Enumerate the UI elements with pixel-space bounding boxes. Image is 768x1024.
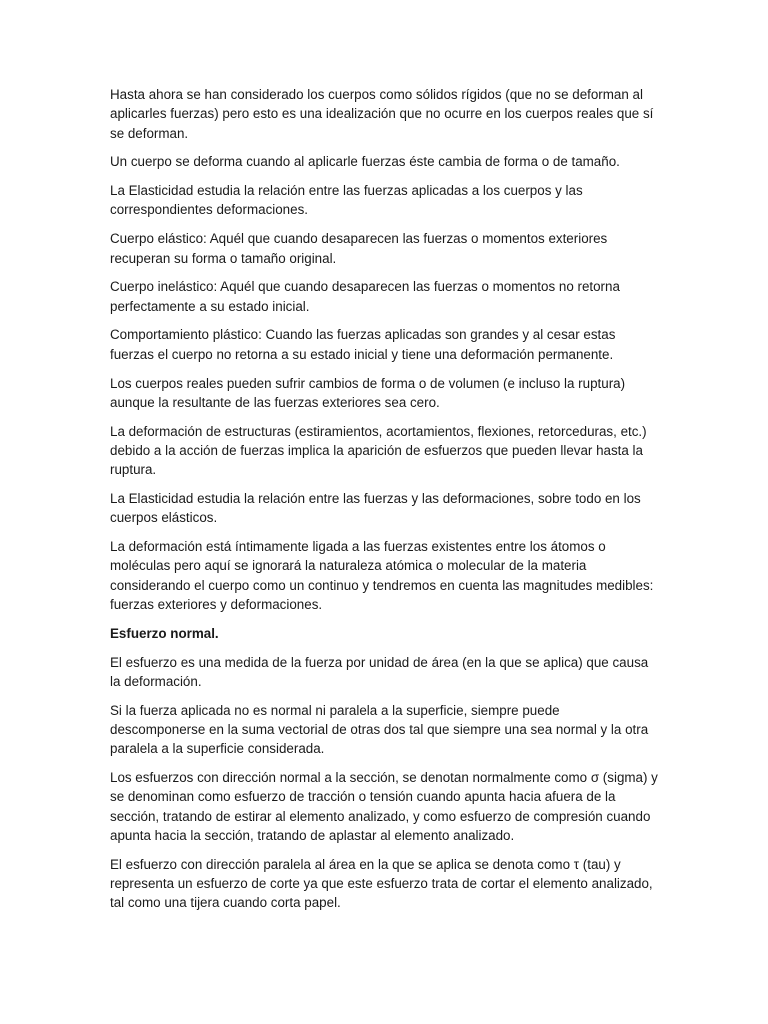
- paragraph-force-decomposition: Si la fuerza aplicada no es normal ni paralela a la superficie, siempre puede descomponerse en la suma vectorial de otras dos tal que siempre una sea normal y la otra paralela a la superficie considerada.: [110, 702, 649, 757]
- section-heading-normal-stress: Esfuerzo normal.: [110, 625, 219, 641]
- paragraph-shear-stress-tau: El esfuerzo con dirección paralela al área en la que se aplica se denota como τ (tau) y representa un esfuerzo de corte ya que este esfuerzo trata de cortar el elemento analizado, tal como una tijera cuando corta papel.: [110, 856, 653, 911]
- document-page: [110, 85, 658, 922]
- paragraph-stress-definition: El esfuerzo es una medida de la fuerza por unidad de área (en la que se aplica) que causa la deformación.: [110, 654, 649, 689]
- paragraph-structure-deformation: La deformación de estructuras (estiramientos, acortamientos, flexiones, retorceduras, etc.) debido a la acción de fuerzas implica la aparición de esfuerzos que pueden llevar hasta la ruptura.: [110, 423, 647, 478]
- paragraph-inelastic-body: Cuerpo inelástico: Aquél que cuando desaparecen las fuerzas o momentos no retorna perfectamente a su estado inicial.: [110, 279, 620, 314]
- paragraph-elastic-body: Cuerpo elástico: Aquél que cuando desaparecen las fuerzas o momentos exteriores recuperan su forma o tamaño original.: [110, 231, 608, 266]
- paragraph-elasticity-study: La Elasticidad estudia la relación entre las fuerzas y las deformaciones, sobre todo en los cuerpos elásticos.: [110, 491, 641, 526]
- paragraph-normal-stress-sigma: Los esfuerzos con dirección normal a la sección, se denotan normalmente como σ (sigma) y se denominan como esfuerzo de tracción o tensión cuando apunta hacia afuera de la sección, tratando de estirar al elemento analizado, y como esfuerzo de compresión cuando apunta hacia la sección, tratando de aplastar al elemento analizado.: [110, 770, 658, 843]
- paragraph-atomic-forces: La deformación está íntimamente ligada a las fuerzas existentes entre los átomos o moléculas pero aquí se ignorará la naturaleza atómica o molecular de la materia considerando el cuerpo como un continuo y tendremos en cuenta las magnitudes medibles: fuerzas exteriores y deformaciones.: [110, 539, 654, 613]
- paragraph-plastic-behavior: Comportamiento plástico: Cuando las fuerzas aplicadas son grandes y al cesar estas fuerzas el cuerpo no retorna a su estado inicial y tiene una deformación permanente.: [110, 327, 616, 362]
- paragraph-deformation-definition: Un cuerpo se deforma cuando al aplicarle fuerzas éste cambia de forma o de tamaño.: [110, 154, 620, 170]
- paragraph-real-bodies: Los cuerpos reales pueden sufrir cambios de forma o de volumen (e incluso la ruptura) aunque la resultante de las fuerzas exteriores sea cero.: [110, 375, 626, 410]
- paragraph-rigid-bodies: Hasta ahora se han considerado los cuerpos como sólidos rígidos (que no se deforman al aplicarles fuerzas) pero esto es una idealización que no ocurre en los cuerpos reales que sí se deforman.: [110, 87, 654, 141]
- paragraph-elasticity-definition: La Elasticidad estudia la relación entre las fuerzas aplicadas a los cuerpos y las correspondientes deformaciones.: [110, 183, 583, 218]
